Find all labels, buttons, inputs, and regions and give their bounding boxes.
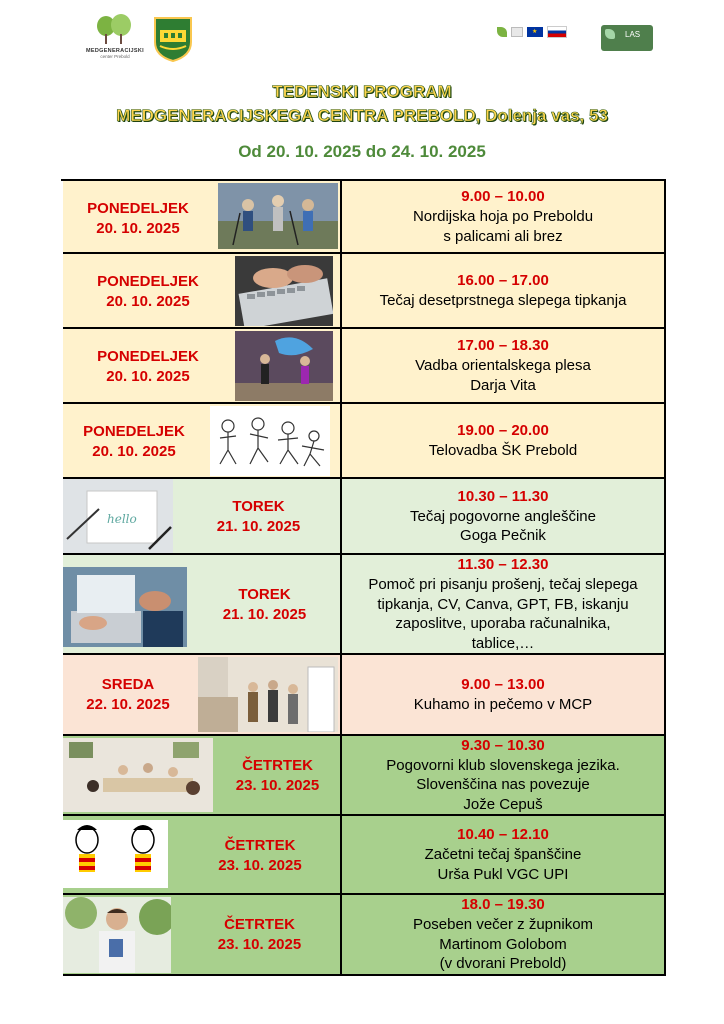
activity-description: Vadba orientalskega plesa Darja Vita (415, 357, 591, 394)
ministry-icon (511, 27, 523, 37)
municipal-crest-icon (153, 16, 193, 62)
oriental-dance-photo (235, 331, 333, 401)
las-label: LAS (625, 30, 641, 39)
schedule-row (63, 816, 666, 895)
activity-cell (342, 181, 666, 252)
activity-cell (342, 816, 666, 893)
activity-time: 9.30 – 10.30 (461, 736, 545, 754)
keyboard-typing-photo (235, 256, 333, 326)
activity-time: 18.0 – 19.30 (461, 896, 545, 914)
schedule-row (63, 736, 666, 816)
day-name: TOREK (232, 498, 285, 515)
day-date: 21. 10. 2025 (222, 606, 307, 623)
schedule-table (61, 179, 666, 973)
schedule-row (63, 181, 666, 254)
day-name: ČETRTEK (224, 916, 295, 933)
schedule-row (63, 555, 666, 655)
activity-cell (342, 329, 666, 402)
day-name: PONEDELJEK (97, 348, 199, 365)
rural-leaf-icon (497, 27, 507, 37)
las-logo (601, 25, 653, 51)
spanish-cartoon (63, 820, 168, 888)
activity-cell (342, 736, 666, 814)
day-date: 21. 10. 2025 (216, 518, 301, 535)
activity-description: Telovadba ŠK Prebold (428, 441, 578, 459)
day-cell (63, 895, 342, 974)
page-subtitle: MEDGENERACIJSKEGA CENTRA PREBOLD, Dolenja vas, 53 (116, 106, 608, 125)
day-cell (63, 816, 342, 893)
day-date: 23. 10. 2025 (235, 777, 320, 794)
day-cell (63, 181, 342, 252)
activity-description: Kuhamo in pečemo v MCP (413, 695, 593, 713)
activity-cell (342, 655, 666, 734)
day-cell (63, 404, 342, 477)
day-name: PONEDELJEK (87, 200, 189, 217)
schedule-row (63, 479, 666, 555)
schedule-row (63, 895, 666, 976)
hello-notebook-photo (63, 479, 173, 553)
day-cell (63, 254, 342, 327)
day-date: 20. 10. 2025 (96, 220, 180, 237)
activity-time: 9.00 – 10.00 (461, 188, 545, 205)
schedule-row (63, 404, 666, 479)
activity-cell (342, 555, 666, 653)
activity-time: 10.30 – 11.30 (457, 487, 549, 505)
activity-time: 16.00 – 17.00 (457, 271, 549, 289)
activity-cell (342, 404, 666, 477)
activity-description: Nordijska hoja po Preboldu s palicami ali brez (412, 208, 594, 245)
day-name: ČETRTEK (242, 757, 313, 774)
medgeneracijski-center-logo (84, 14, 146, 64)
conversation-club-photo (63, 738, 213, 812)
activity-time: 17.00 – 18.30 (457, 337, 549, 354)
schedule-row (63, 254, 666, 329)
svg-text:hello: hello (107, 512, 137, 526)
page-title: TEDENSKI PROGRAM (272, 82, 452, 101)
logo-org-subtitle: center Prebold (100, 54, 130, 59)
kitchen-photo (198, 657, 338, 732)
activity-cell (342, 254, 666, 327)
activity-description: Pogovorni klub slovenskega jezika. Slovenščina nas povezuje Jože Cepuš (386, 756, 620, 813)
activity-description: Tečaj pogovorne angleščine Goga Pečnik (410, 507, 596, 544)
day-name: ČETRTEK (224, 837, 296, 854)
activity-cell (342, 479, 666, 553)
activity-description: Tečaj desetprstnega slepega tipkanja (379, 291, 627, 309)
priest-portrait-photo (63, 897, 171, 973)
day-name: SREDA (101, 676, 155, 693)
activity-description: Pomoč pri pisanju prošenj, tečaj slepega tipkanja, CV, Canva, GPT, FB, iskanju zaposlitve, uporaba računalnika, tablice,… (368, 576, 638, 652)
day-cell (63, 736, 342, 814)
date-range: Od 20. 10. 2025 do 24. 10. 2025 (238, 142, 486, 161)
activity-time: 10.40 – 12.10 (457, 826, 549, 843)
eu-flag-icon (527, 27, 543, 37)
activity-description: Začetni tečaj španščine Urša Pukl VGC UPI (424, 846, 582, 883)
day-date: 20. 10. 2025 (92, 443, 176, 460)
activity-description: Poseben večer z župnikom Martinom Golobom (v dvorani Prebold) (412, 916, 594, 973)
day-cell (63, 655, 342, 734)
activity-cell (342, 895, 666, 974)
eu-funding-logos (497, 26, 587, 50)
day-date: 22. 10. 2025 (86, 696, 170, 713)
day-name: TOREK (238, 586, 291, 603)
las-map-icon (605, 29, 615, 39)
laptop-help-photo (63, 567, 187, 647)
activity-time: 9.00 – 13.00 (461, 675, 545, 693)
exercise-sketch (210, 406, 330, 476)
day-name: PONEDELJEK (83, 423, 185, 440)
day-date: 20. 10. 2025 (106, 368, 190, 385)
day-date: 23. 10. 2025 (217, 936, 302, 953)
day-name: PONEDELJEK (97, 273, 199, 290)
logo-org-name: MEDGENERACIJSKI (86, 48, 144, 54)
day-cell (63, 479, 342, 553)
day-date: 20. 10. 2025 (106, 293, 190, 310)
trees-icon (95, 14, 135, 44)
day-date: 23. 10. 2025 (218, 857, 302, 874)
day-cell (63, 329, 342, 402)
schedule-row (63, 329, 666, 404)
activity-time: 11.30 – 12.30 (457, 556, 549, 573)
nordic-walking-photo (218, 183, 338, 249)
schedule-row (63, 655, 666, 736)
slovenia-flag-icon (547, 26, 567, 38)
activity-time: 19.00 – 20.00 (457, 421, 549, 439)
day-cell (63, 555, 342, 653)
